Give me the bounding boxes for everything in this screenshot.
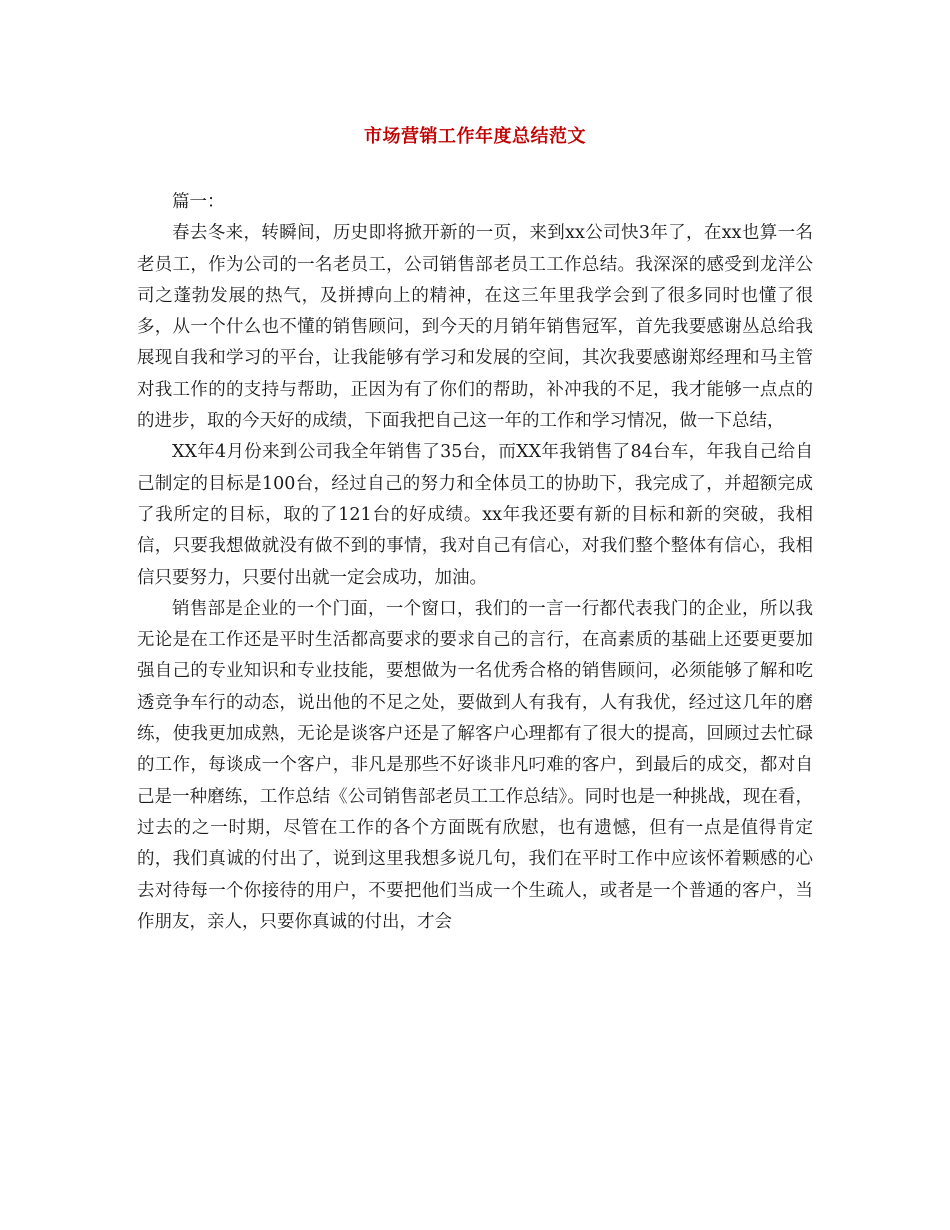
document-body — [137, 187, 813, 938]
paragraph-2: XX年4月份来到公司我全年销售了35台，而XX年我销售了84台车，年我自己给自己制定的目标是100台，经过自己的努力和全体员工的协助下，我完成了，并超额完成了我所定的目标，取的了121台的好成绩。xx年我还要有新的目标和新的突破，我相信，只要我想做就没有做不到的事情，我对自己有信心，对我们整个整体有信心，我相信只要努力，只要付出就一定会成功，加油。 — [137, 442, 813, 588]
paragraph-3: 销售部是企业的一个门面，一个窗口，我们的一言一行都代表我门的企业，所以我无论是在工作还是平时生活都高要求的要求自己的言行，在高素质的基础上还要更要加强自己的专业知识和专业技能，要想做为一名优秀合格的销售顾问，必须能够了解和吃透竞争车行的动态，说出他的不足之处，要做到人有我有，人有我优，经过这几年的磨练，使我更加成熟，无论是谈客户还是了解客户心理都有了很大的提高，回顾过去忙碌的工作，每谈成一个客户，非凡是那些不好谈非凡叼难的客户，到最后的成交，都对自己是一种磨练，工作总结《公司销售部老员工工作总结》。同时也是一种挑战，现在看，过去的之一时期，尽管在工作的各个方面既有欣慰，也有遗憾，但有一点是值得肯定的，我们真诚的付出了，说到这里我想多说几句，我们在平时工作中应该怀着颗感的心去对待每一个你接待的用户，不要把他们当成一个生疏人，或者是一个普通的客户，当作朋友，亲人，只要你真诚的付出，才会 — [137, 598, 813, 932]
document-title: 市场营销工作年度总结范文 — [364, 126, 586, 147]
section-label: 篇一： — [172, 192, 225, 212]
paragraph-1: 春去冬来，转瞬间，历史即将掀开新的一页，来到xx公司快3年了，在xx也算一名老员工，作为公司的一名老员工，公司销售部老员工工作总结。我深深的感受到龙洋公司之蓬勃发展的热气，及拼搏向上的精神，在这三年里我学会到了很多同时也懂了很多，从一个什么也不懂的销售顾问，到今天的月销年销售冠军，首先我要感谢丛总给我展现自我和学习的平台，让我能够有学习和发展的空间，其次我要感谢郑经理和马主管对我工作的的支持与帮助，正因为有了你们的帮助，补冲我的不足，我才能够一点点的的进步，取的今天好的成绩，下面我把自己这一年的工作和学习情况，做一下总结， — [137, 223, 813, 432]
